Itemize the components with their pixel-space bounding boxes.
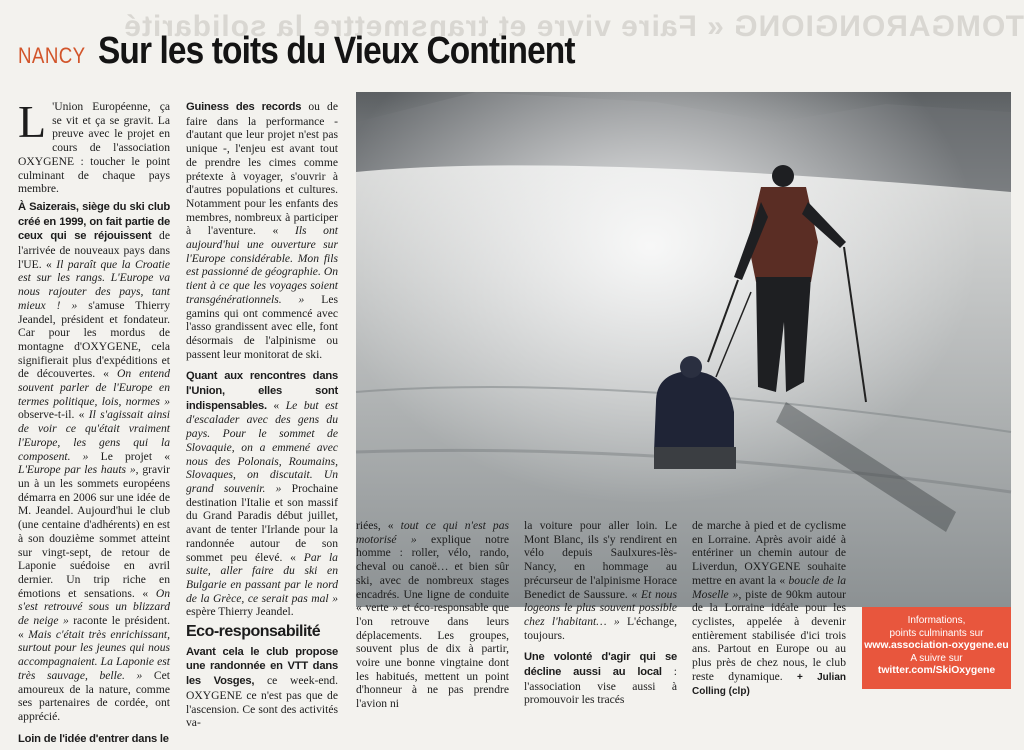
body-paragraph: Une volonté d'agir qui se décline aussi au local : l'association vise aussi à promouvoir les tracés [524,651,677,707]
column-3 [356,519,509,715]
column-1 [18,96,171,750]
article-title: Sur les toits du Vieux Continent [97,30,575,72]
info-box: Informations, points culminants sur www.association-oxygene.eu A suivre sur twitter.com/SkiOxygene [862,607,1011,689]
twitter-link[interactable]: twitter.com/SkiOxygene [877,665,996,676]
author-byline: + Julian Colling (clp) [692,671,846,698]
bleed-through-text: TOMGARONGIONG « Faire vivre et transmettre la solidarité [123,10,1024,43]
headline [18,30,639,73]
body-paragraph: Quant aux rencontres dans l'Union, elles sont indispensables. « Le but est d'escalader avec des gens du pays. Pour le sommet de Slovaquie, on a emmené avec nous des Polonais, Roumains, Slovaques, on discutait. Un grand souvenir. » Prochaine destination l'Italie et son massif du Grand Paradis début juillet, avant de tenter l'Irlande pour la randonnée autour de son sommet peu élevé. « Par la suite, aller faire du ski en Bulgarie en passant par le nord de la Grèce, ce serait pas mal » espère Thierry Jeandel. [186,370,338,619]
column-2 [186,100,338,734]
body-paragraph: de marche à pied et de cyclisme en Lorraine. Après avoir aidé à entériner un chemin autour de Liverdun, OXYGENE souhaite mettre en avant la « boucle de la Moselle », piste de 90km autour de la Lorraine idéale pour les cyclistes, appelée à devenir entièrement stabilisée d'ici trois ans. Partout en Europe ou au plus près de chez nous, le club reste dynamique. + Julian Colling (clp) [692,519,847,698]
body-paragraph: À Saizerais, siège du ski club créé en 1999, on fait partie de ceux qui se réjouissent de l'arrivée de nouveaux pays dans l'UE. « Il paraît que la Croatie est sur les rangs. L'Europe va nous rajouter des pays, tant mieux ! » s'amuse Thierry Jeandel, président et fondateur. Car pour les mordus de montagne d'OXYGENE, cela signifierait plus d'expéditions et de découvertes. « On entend souvent parler de l'Europe en termes politique, lois, normes » observe-t-il. « Il s'agissait ainsi de voir ce qu'était vraiment l'Europe, les gens qui la composent. » Le projet « L'Europe par les hauts », gravir un à un les sommets européens démarra en 2006 sur une idée de M. Jeandel. Aujourd'hui le club (une centaine d'adhérents) en est à son douzième sommet atteint sur vingt-sept, de retour de Laponie suédoise en avril dernier. Un trip riche en émotions et sensations. « On s'est retrouvé sous un blizzard de neige » raconte le président. « Mais c'était très enrichissant, surtout pour les jeunes qui nous accompagnaient. La Laponie est très sauvage, belle. » Cet amoureux de la nature, comme ses partenaires de cordée, ont apprécié. [18,200,171,723]
column-5 [692,519,846,703]
body-paragraph: la voiture pour aller loin. Le Mont Blanc, ils s'y rendirent en vélo depuis Saulxures-lès-Nancy, en hommage au précurseur de l'alpinisme Horace Benedict de Saussure. « Et nous logeons le plus souvent possible chez l'habitant… » L'échange, toujours. [524,519,677,642]
column-4 [524,519,677,711]
body-paragraph: Guiness des records ou de faire dans la performance - d'autant que leur projet n'est pas unique -, l'enjeu est avant tout de prendre les cimes comme prétexte à voyager, s'ouvrir à d'autres populations et cultures. Notamment pour les enfants des membres, nombreux à participer à l'aventure. « Ils ont aujourd'hui une ouverture sur l'Europe considérable. Mon fils est passionné de géographie. On tient à ce que les voyages soient transgénérationnels. » Les gamins qui ont commencé avec l'asso grandissent avec elle, font désormais de l'alpinisme ou passent leur monitorat de ski. [186,100,339,361]
body-paragraph: Loin de l'idée d'entrer dans le [18,732,169,745]
intro-paragraph: L 'Union Européenne, ça se vit et ça se gravit. La preuve avec le projet en cours de l'association OXYGENE : toucher le point culminant de chaque pays membre. [18,96,170,196]
kicker-location: NANCY [18,43,86,68]
drop-cap: L [18,96,47,147]
body-paragraph: riées, « tout ce qui n'est pas motorisé » explique notre homme : roller, vélo, rando, cheval ou canoë… et bien sûr ski, avec de nombreux stages encadrés. Une ligne de conduite « verte » et éco-responsable que l'on retrouve dans leurs déplacements. Les groupes, souvent plus de dix à partir, voire une bonne vingtaine dont les habitués, mettent un point d'honneur à ne pas prendre l'avion ni [356,519,509,711]
website-link[interactable]: www.association-oxygene.eu [864,640,1009,651]
section-subhead: Eco-responsabilité [186,623,321,641]
body-paragraph: Avant cela le club propose une randonnée en VTT dans les Vosges, ce week-end. OXYGENE ce n'est pas que de l'ascension. Ce sont des activités va- [186,645,338,730]
